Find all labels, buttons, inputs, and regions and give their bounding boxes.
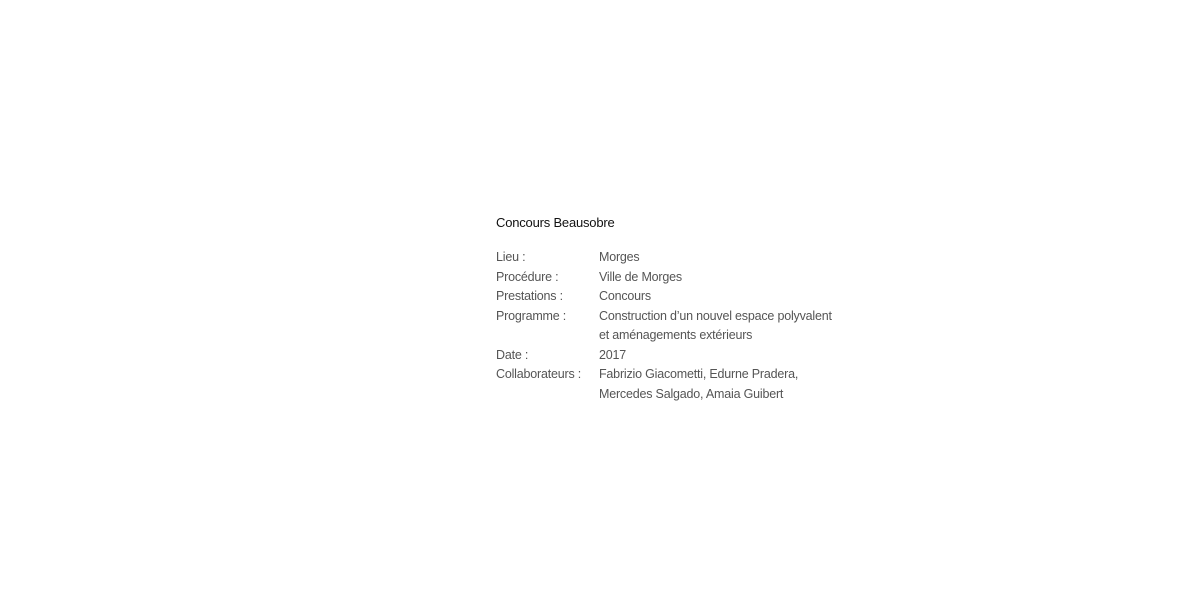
- detail-row-prestations: [496, 287, 916, 307]
- detail-value-line: 2017: [599, 347, 627, 362]
- detail-label: Procédure :: [496, 269, 559, 284]
- detail-value: [599, 346, 916, 366]
- detail-value-line: Concours: [599, 289, 651, 303]
- detail-value-line: Morges: [599, 250, 640, 264]
- project-title: Concours Beausobre: [496, 215, 615, 230]
- project-info: [496, 214, 916, 404]
- detail-row-lieu: [496, 248, 916, 268]
- detail-label: Programme :: [496, 308, 567, 323]
- detail-label: Prestations :: [496, 289, 563, 303]
- detail-value: [599, 287, 916, 307]
- detail-value: [599, 365, 916, 404]
- detail-row-collaborateurs: [496, 365, 916, 404]
- detail-label: Lieu :: [496, 250, 526, 264]
- detail-row-programme: [496, 307, 916, 346]
- detail-value-line: Construction d’un nouvel espace polyvalent: [599, 308, 832, 323]
- detail-value-line: Fabrizio Giacometti, Edurne Pradera,: [599, 367, 799, 381]
- detail-label: Collaborateurs :: [496, 367, 582, 381]
- project-details: [496, 248, 916, 404]
- detail-value: [599, 248, 916, 268]
- detail-value-line: Ville de Morges: [599, 269, 682, 284]
- detail-row-procedure: [496, 268, 916, 288]
- detail-row-date: [496, 346, 916, 366]
- detail-value-line: et aménagements extérieurs: [599, 328, 753, 342]
- detail-value-line: Mercedes Salgado, Amaia Guibert: [599, 386, 784, 401]
- detail-value: [599, 268, 916, 288]
- detail-value: [599, 307, 916, 346]
- detail-label: Date :: [496, 347, 529, 362]
